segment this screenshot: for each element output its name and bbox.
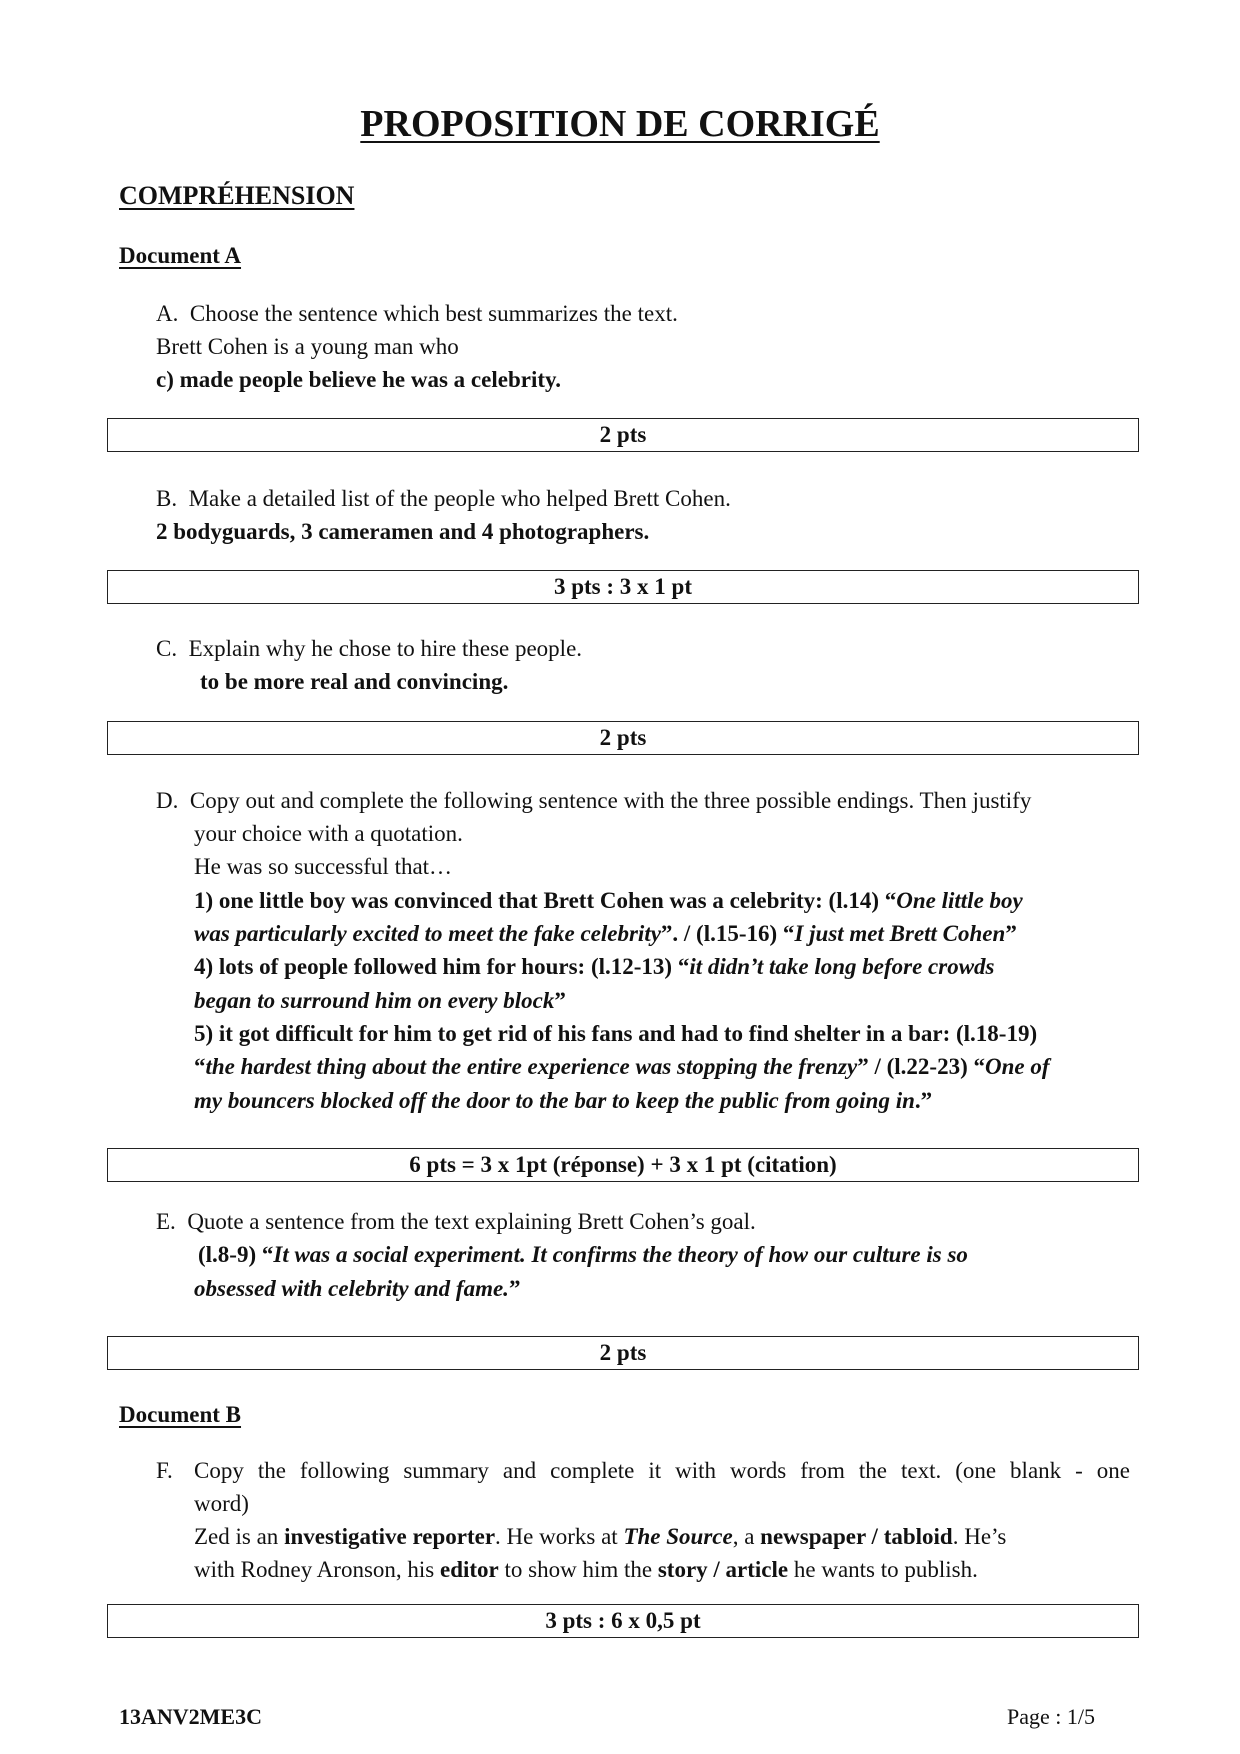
answer-d-line6: “the hardest thing about the entire experience was stopping the frenzy” / (l.22-23) “One of [194, 1054, 1050, 1079]
question-prompt: Explain why he chose to hire these people. [188, 636, 583, 661]
question-d [156, 784, 1031, 817]
points-box-f: 3 pts : 6 x 0,5 pt [107, 1604, 1139, 1638]
question-label: D. [156, 788, 179, 813]
question-prompt: Make a detailed list of the people who helped Brett Cohen. [188, 486, 731, 511]
points-box-d: 6 pts = 3 x 1pt (réponse) + 3 x 1 pt (citation) [107, 1148, 1139, 1182]
question-f [156, 1454, 173, 1487]
question-label: A. [156, 301, 179, 326]
question-c [156, 632, 582, 665]
answer-d-line7: my bouncers blocked off the door to the bar to keep the public from going in.” [194, 1088, 933, 1113]
page-title: PROPOSITION DE CORRIGÉ [360, 103, 880, 145]
answer-a: c) made people believe he was a celebrity. [156, 367, 561, 392]
points-box-c: 2 pts [107, 721, 1139, 755]
question-b [156, 482, 731, 515]
points-box-e: 2 pts [107, 1336, 1139, 1370]
section-heading: COMPRÉHENSION [119, 181, 355, 210]
question-d-line2: your choice with a quotation. [194, 821, 463, 846]
question-e [156, 1205, 756, 1238]
question-a [156, 297, 678, 330]
answer-d-line5: 5) it got difficult for him to get rid of his fans and had to find shelter in a bar: (l.18-19) [194, 1021, 1038, 1046]
answer-d-line1: 1) one little boy was convinced that Brett Cohen was a celebrity: (l.14) “One little boy [194, 888, 1023, 913]
question-label: E. [156, 1209, 176, 1234]
answer-d-line4: began to surround him on every block” [194, 988, 566, 1013]
document-a-heading: Document A [119, 243, 242, 268]
question-a-line2: Brett Cohen is a young man who [156, 334, 459, 359]
question-label: F. [156, 1458, 173, 1483]
points-box-b: 3 pts : 3 x 1 pt [107, 570, 1139, 604]
answer-f-line1: Zed is an investigative reporter. He works at The Source, a newspaper / tabloid. He’s [194, 1524, 1007, 1549]
question-prompt: Quote a sentence from the text explaining Brett Cohen’s goal. [187, 1209, 756, 1234]
question-label: B. [156, 486, 178, 511]
answer-c: to be more real and convincing. [200, 669, 509, 694]
question-label: C. [156, 636, 178, 661]
footer-code: 13ANV2ME3C [119, 1704, 262, 1729]
question-prompt: Choose the sentence which best summarizes the text. [189, 301, 678, 326]
document-b-heading: Document B [119, 1402, 242, 1427]
question-f-line2: word) [194, 1491, 249, 1516]
points-box-a: 2 pts [107, 418, 1139, 452]
answer-e-line1: (l.8-9) “It was a social experiment. It confirms the theory of how our culture is so [198, 1242, 968, 1267]
question-d-stem: He was so successful that… [194, 854, 453, 879]
question-f-prompt: Copy the following summary and complete it with words from the text. (one blank - one [194, 1458, 1130, 1483]
answer-f-line2: with Rodney Aronson, his editor to show him the story / article he wants to publish. [194, 1557, 978, 1582]
question-prompt: Copy out and complete the following sentence with the three possible endings. Then justify [189, 788, 1032, 813]
answer-d-line2: was particularly excited to meet the fake celebrity”. / (l.15-16) “I just met Brett Cohen” [194, 921, 1017, 946]
footer-page-number: Page : 1/5 [1007, 1704, 1095, 1729]
answer-e-line2: obsessed with celebrity and fame.” [194, 1276, 521, 1301]
answer-b: 2 bodyguards, 3 cameramen and 4 photographers. [156, 519, 650, 544]
answer-d-line3: 4) lots of people followed him for hours: (l.12-13) “it didn’t take long before crowds [194, 954, 995, 979]
